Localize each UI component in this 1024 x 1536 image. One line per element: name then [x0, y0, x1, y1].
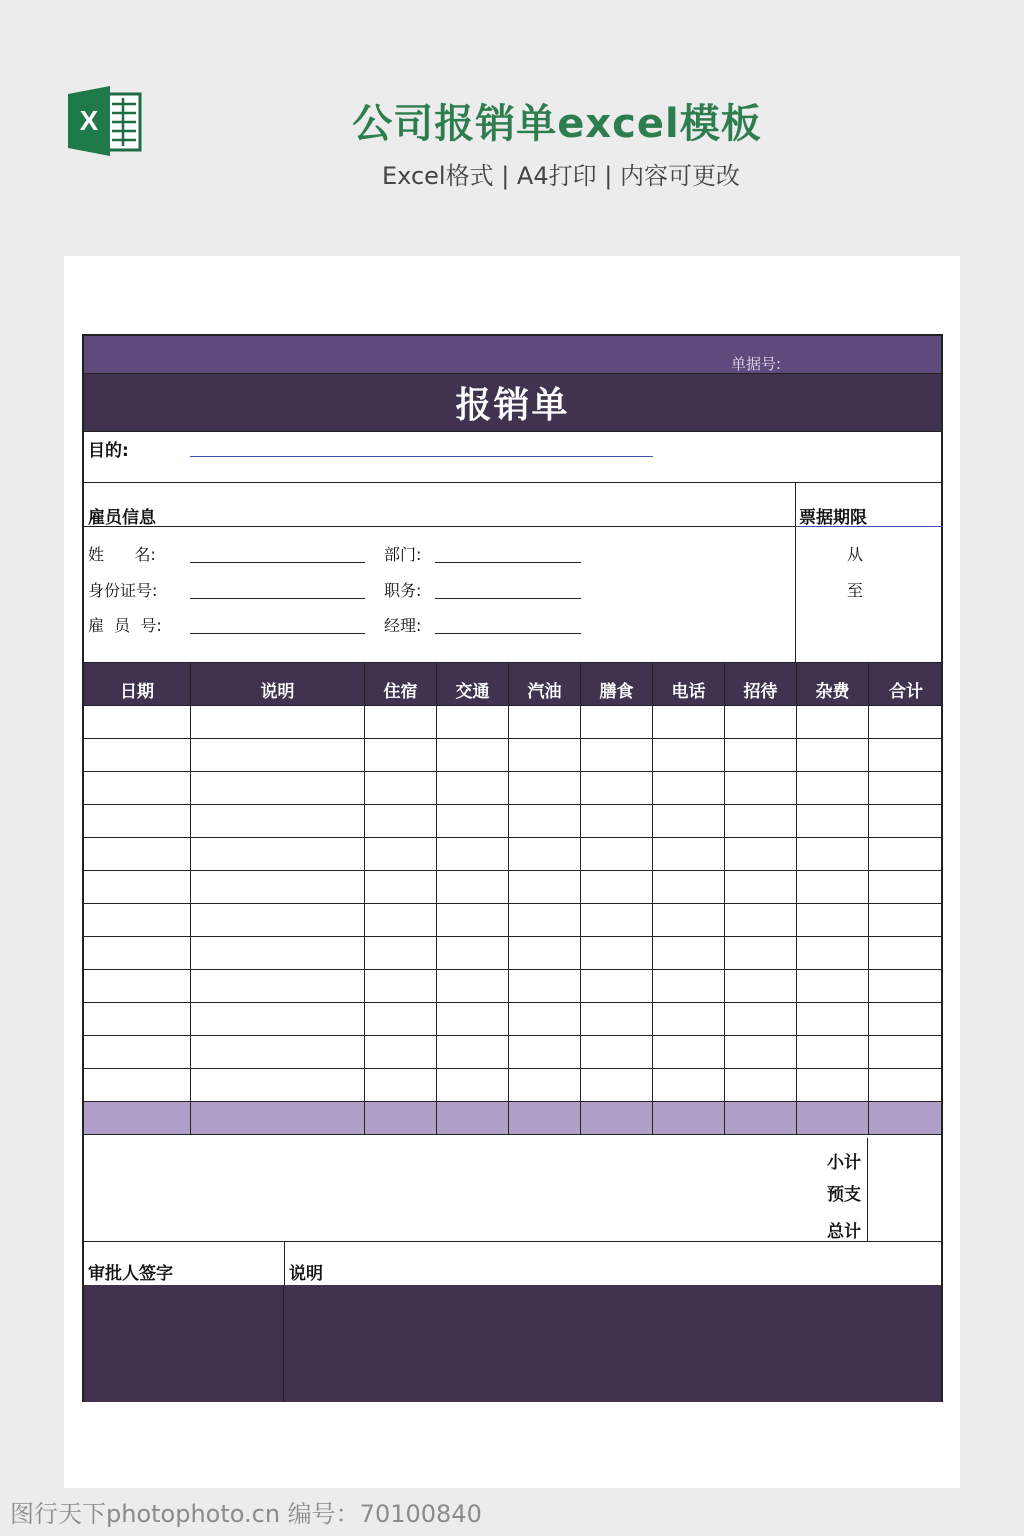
table-cell[interactable]: [725, 772, 797, 804]
table-cell[interactable]: [437, 970, 509, 1002]
divider: [795, 482, 796, 662]
table-cell[interactable]: [869, 1003, 943, 1035]
column-header-lodging: 住宿: [365, 663, 437, 705]
table-cell[interactable]: [797, 1102, 869, 1134]
title-band: [84, 374, 941, 432]
purpose-label: 目的:: [88, 441, 129, 461]
table-cell[interactable]: [797, 838, 869, 870]
table-cell[interactable]: [84, 970, 191, 1002]
table-cell[interactable]: [509, 970, 581, 1002]
position-input[interactable]: [435, 598, 581, 599]
table-cell[interactable]: [191, 1036, 365, 1068]
doc-number-label: 单据号:: [730, 355, 781, 373]
table-cell[interactable]: [437, 937, 509, 969]
table-cell[interactable]: [191, 937, 365, 969]
table-cell[interactable]: [509, 739, 581, 771]
table-cell[interactable]: [437, 1003, 509, 1035]
table-cell[interactable]: [653, 904, 725, 936]
table-cell[interactable]: [869, 970, 943, 1002]
table-cell[interactable]: [365, 1036, 437, 1068]
table-cell[interactable]: [653, 706, 725, 738]
from-label: 从: [847, 545, 864, 564]
table-cell[interactable]: [365, 805, 437, 837]
table-cell[interactable]: [581, 772, 653, 804]
table-cell[interactable]: [84, 871, 191, 903]
table-cell[interactable]: [653, 871, 725, 903]
table-cell[interactable]: [191, 805, 365, 837]
table-cell[interactable]: [509, 871, 581, 903]
column-header-meals: 膳食: [581, 663, 653, 705]
table-cell[interactable]: [581, 805, 653, 837]
table-row: [84, 970, 941, 1003]
table-row: [84, 1069, 941, 1102]
table-cell[interactable]: [581, 871, 653, 903]
table-cell[interactable]: [653, 739, 725, 771]
table-row: [84, 904, 941, 937]
table-cell[interactable]: [84, 937, 191, 969]
table-cell[interactable]: [84, 1003, 191, 1035]
table-cell[interactable]: [437, 838, 509, 870]
table-cell[interactable]: [84, 805, 191, 837]
table-cell[interactable]: [437, 739, 509, 771]
table-cell[interactable]: [509, 706, 581, 738]
table-cell[interactable]: [653, 805, 725, 837]
table-cell[interactable]: [797, 1003, 869, 1035]
table-cell[interactable]: [581, 904, 653, 936]
table-cell[interactable]: [437, 772, 509, 804]
table-row: [84, 1036, 941, 1069]
header-band: [84, 336, 941, 374]
table-cell[interactable]: [581, 1102, 653, 1134]
table-cell[interactable]: [437, 1036, 509, 1068]
column-header-phone: 电话: [653, 663, 725, 705]
table-row: [84, 937, 941, 970]
table-cell[interactable]: [84, 739, 191, 771]
table-cell[interactable]: [725, 1069, 797, 1101]
form-title: 报销单: [455, 385, 570, 426]
column-header-transport: 交通: [437, 663, 509, 705]
table-cell[interactable]: [797, 1069, 869, 1101]
table-cell[interactable]: [191, 838, 365, 870]
table-cell[interactable]: [581, 1003, 653, 1035]
divider: [867, 1138, 868, 1241]
column-header-misc: 杂费: [797, 663, 869, 705]
table-cell[interactable]: [653, 1036, 725, 1068]
watermark: 图行天下photophoto.cn 编号：70100840: [10, 1500, 482, 1528]
table-cell[interactable]: [869, 805, 943, 837]
divider: [84, 482, 941, 483]
table-cell[interactable]: [797, 739, 869, 771]
table-cell[interactable]: [653, 1102, 725, 1134]
table-cell[interactable]: [365, 871, 437, 903]
table-row: [84, 871, 941, 904]
expense-table-header: [84, 662, 941, 706]
advance-label: 预支: [827, 1185, 861, 1205]
table-cell[interactable]: [509, 937, 581, 969]
position-label: 职务:: [384, 581, 422, 600]
table-cell[interactable]: [725, 1102, 797, 1134]
page-title: 公司报销单excel模板: [352, 101, 762, 147]
table-cell[interactable]: [84, 838, 191, 870]
table-cell[interactable]: [581, 937, 653, 969]
table-cell[interactable]: [869, 838, 943, 870]
table-cell[interactable]: [509, 1069, 581, 1101]
table-cell[interactable]: [725, 1036, 797, 1068]
table-cell[interactable]: [797, 772, 869, 804]
table-cell[interactable]: [797, 904, 869, 936]
table-cell[interactable]: [191, 871, 365, 903]
employee-number-label: 雇 员 号:: [88, 616, 162, 635]
table-cell[interactable]: [653, 970, 725, 1002]
table-cell[interactable]: [869, 937, 943, 969]
table-cell[interactable]: [437, 706, 509, 738]
table-cell[interactable]: [509, 1003, 581, 1035]
column-header-entertainment: 招待: [725, 663, 797, 705]
notes-box[interactable]: [285, 1285, 941, 1402]
table-cell[interactable]: [653, 937, 725, 969]
table-cell[interactable]: [869, 706, 943, 738]
table-row: [84, 1003, 941, 1036]
table-cell[interactable]: [365, 904, 437, 936]
table-row: [84, 706, 941, 739]
table-cell[interactable]: [797, 937, 869, 969]
table-cell[interactable]: [509, 1036, 581, 1068]
table-cell[interactable]: [869, 772, 943, 804]
table-cell[interactable]: [725, 805, 797, 837]
table-cell[interactable]: [84, 1036, 191, 1068]
expense-table-body: [84, 706, 941, 1135]
approver-signature-label: 审批人签字: [88, 1264, 173, 1284]
ticket-period-label: 票据期限: [799, 508, 867, 528]
table-cell[interactable]: [725, 739, 797, 771]
id-number-input[interactable]: [190, 598, 365, 599]
table-cell[interactable]: [653, 772, 725, 804]
table-cell[interactable]: [437, 1102, 509, 1134]
table-cell[interactable]: [653, 1069, 725, 1101]
table-cell[interactable]: [509, 904, 581, 936]
to-label: 至: [847, 581, 864, 600]
signature-header: [84, 1242, 941, 1285]
table-cell[interactable]: [797, 1036, 869, 1068]
manager-label: 经理:: [384, 616, 422, 635]
table-cell[interactable]: [365, 1102, 437, 1134]
table-cell[interactable]: [581, 1036, 653, 1068]
table-cell[interactable]: [653, 838, 725, 870]
summary-section: [84, 1138, 941, 1242]
table-cell[interactable]: [191, 904, 365, 936]
table-row: [84, 805, 941, 838]
excel-logo-letter: X: [79, 105, 99, 136]
table-cell[interactable]: [725, 706, 797, 738]
column-header-fuel: 汽油: [509, 663, 581, 705]
table-cell[interactable]: [365, 739, 437, 771]
table-cell[interactable]: [191, 970, 365, 1002]
table-cell[interactable]: [191, 1003, 365, 1035]
column-header-date: 日期: [84, 663, 191, 705]
department-input[interactable]: [435, 562, 581, 563]
table-cell[interactable]: [653, 1003, 725, 1035]
table-cell[interactable]: [509, 805, 581, 837]
table-row: [84, 739, 941, 772]
employee-number-input[interactable]: [190, 633, 365, 634]
table-cell[interactable]: [509, 772, 581, 804]
table-cell[interactable]: [84, 706, 191, 738]
table-cell[interactable]: [797, 970, 869, 1002]
divider: [795, 526, 943, 527]
purpose-input[interactable]: [190, 456, 653, 457]
table-cell[interactable]: [581, 739, 653, 771]
table-cell[interactable]: [365, 1003, 437, 1035]
manager-input[interactable]: [435, 633, 581, 634]
table-cell[interactable]: [365, 970, 437, 1002]
table-cell[interactable]: [365, 937, 437, 969]
notes-label: 说明: [289, 1264, 323, 1284]
table-cell[interactable]: [365, 706, 437, 738]
grand-total-label: 总计: [827, 1222, 861, 1242]
table-cell[interactable]: [84, 1102, 191, 1134]
table-cell[interactable]: [191, 1102, 365, 1134]
table-cell[interactable]: [365, 838, 437, 870]
table-cell[interactable]: [437, 1069, 509, 1101]
table-cell[interactable]: [797, 805, 869, 837]
table-cell[interactable]: [191, 1069, 365, 1101]
column-header-description: 说明: [191, 663, 365, 705]
table-total-row: [84, 1102, 941, 1135]
table-cell[interactable]: [869, 1036, 943, 1068]
table-cell[interactable]: [797, 871, 869, 903]
table-cell[interactable]: [869, 871, 943, 903]
table-row: [84, 838, 941, 871]
table-cell[interactable]: [365, 1069, 437, 1101]
table-cell[interactable]: [869, 904, 943, 936]
table-cell[interactable]: [84, 1069, 191, 1101]
employee-info-label: 雇员信息: [88, 508, 156, 528]
approver-signature-box[interactable]: [84, 1285, 284, 1402]
divider: [84, 526, 795, 527]
table-cell[interactable]: [509, 838, 581, 870]
table-cell[interactable]: [365, 772, 437, 804]
table-cell[interactable]: [437, 871, 509, 903]
signature-area: [84, 1285, 941, 1402]
reimbursement-form: [82, 334, 943, 1402]
table-cell[interactable]: [437, 904, 509, 936]
table-cell[interactable]: [191, 772, 365, 804]
table-cell[interactable]: [725, 871, 797, 903]
table-cell[interactable]: [509, 1102, 581, 1134]
name-label: 姓 名:: [88, 545, 156, 564]
table-cell[interactable]: [581, 838, 653, 870]
table-cell[interactable]: [581, 706, 653, 738]
name-input[interactable]: [190, 562, 365, 563]
table-cell[interactable]: [725, 838, 797, 870]
table-cell[interactable]: [869, 739, 943, 771]
table-cell[interactable]: [191, 739, 365, 771]
page-subtitle: Excel格式 | A4打印 | 内容可更改: [382, 162, 740, 190]
table-cell[interactable]: [581, 970, 653, 1002]
table-row: [84, 772, 941, 805]
subtotal-label: 小计: [827, 1153, 861, 1173]
table-cell[interactable]: [581, 1069, 653, 1101]
table-cell[interactable]: [725, 904, 797, 936]
column-header-total: 合计: [889, 682, 923, 702]
table-cell[interactable]: [797, 706, 869, 738]
table-cell[interactable]: [725, 970, 797, 1002]
table-cell[interactable]: [191, 706, 365, 738]
table-cell[interactable]: [869, 1069, 943, 1101]
table-cell[interactable]: [725, 937, 797, 969]
table-cell[interactable]: [437, 805, 509, 837]
table-cell[interactable]: [869, 1102, 943, 1134]
table-cell[interactable]: [84, 772, 191, 804]
id-number-label: 身份证号:: [88, 581, 158, 600]
department-label: 部门:: [384, 545, 422, 564]
table-cell[interactable]: [84, 904, 191, 936]
table-cell[interactable]: [725, 1003, 797, 1035]
